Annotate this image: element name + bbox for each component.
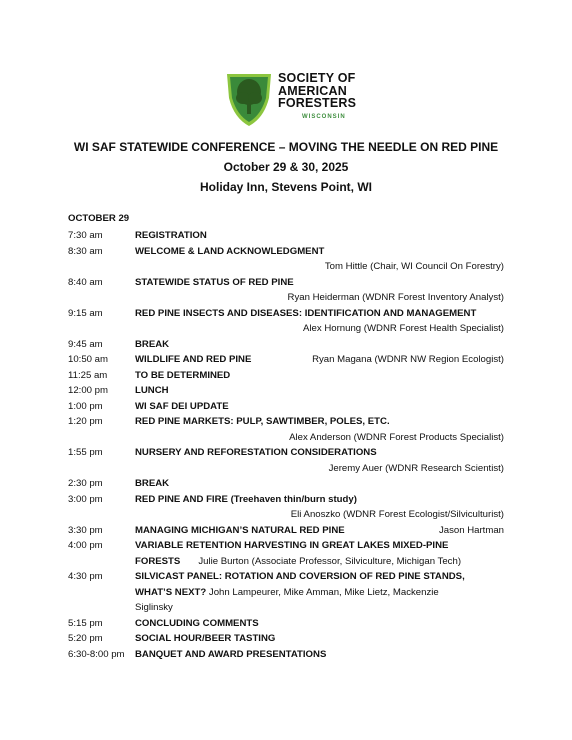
day-heading: OCTOBER 29 xyxy=(68,213,130,224)
session-title: WELCOME & LAND ACKNOWLEDGMENT xyxy=(135,245,325,257)
session-time: 5:20 pm xyxy=(68,633,103,644)
schedule-item xyxy=(68,523,504,539)
schedule-line xyxy=(68,337,504,353)
session-title-cont: FORESTS xyxy=(135,555,181,567)
schedule-item xyxy=(68,399,504,415)
session-title: RED PINE MARKETS: PULP, SAWTIMBER, POLES, ETC. xyxy=(135,416,390,427)
session-title-cont: WHAT’S NEXT? xyxy=(135,586,207,598)
schedule-line xyxy=(68,631,504,647)
tree-shield-icon xyxy=(224,68,274,128)
session-title: BREAK xyxy=(135,338,170,350)
session-speaker-cont: Siglinsky xyxy=(135,602,173,613)
schedule-line xyxy=(68,445,504,461)
session-title: REGISTRATION xyxy=(135,230,207,241)
session-speaker: Ryan Magana (WDNR NW Region Ecologist) xyxy=(312,354,504,365)
session-title: BANQUET AND AWARD PRESENTATIONS xyxy=(135,648,327,660)
schedule-item xyxy=(68,631,504,647)
schedule-line xyxy=(68,399,504,415)
session-title: RED PINE INSECTS AND DISEASES: IDENTIFICATION AND MANAGEMENT xyxy=(135,307,477,319)
schedule xyxy=(68,212,504,662)
schedule-item xyxy=(68,306,504,337)
session-time: 5:15 pm xyxy=(68,617,103,629)
schedule-line xyxy=(68,306,504,322)
schedule-item xyxy=(68,647,504,663)
session-time: 12:00 pm xyxy=(68,385,109,396)
session-time: 7:30 am xyxy=(68,230,103,241)
schedule-item xyxy=(68,275,504,306)
org-name-line: FORESTERS xyxy=(278,96,357,110)
org-name xyxy=(278,72,356,110)
schedule-line xyxy=(68,569,504,585)
session-speaker: Tom Hittle (Chair, WI Council On Forestry) xyxy=(324,261,504,272)
session-speaker: Jeremy Auer (WDNR Research Scientist) xyxy=(328,462,504,474)
schedule-item xyxy=(68,244,504,275)
session-title: WILDLIFE AND RED PINE xyxy=(135,354,252,365)
session-time: 8:40 am xyxy=(68,276,103,288)
schedule-item xyxy=(68,476,504,492)
schedule-item xyxy=(68,538,504,569)
session-time: 1:55 pm xyxy=(68,447,103,458)
schedule-line xyxy=(68,228,504,244)
session-time: 4:00 pm xyxy=(68,540,103,551)
schedule-line xyxy=(68,352,504,368)
schedule-item xyxy=(68,414,504,445)
schedule-line xyxy=(68,383,504,399)
session-speaker: Jason Hartman xyxy=(438,524,504,536)
org-sub: WISCONSIN xyxy=(302,114,346,120)
session-time: 2:30 pm xyxy=(68,478,103,489)
org-name-line: AMERICAN xyxy=(278,83,347,98)
session-time: 9:45 am xyxy=(68,338,103,350)
session-title: VARIABLE RETENTION HARVESTING IN GREAT LAKES MIXED-PINE xyxy=(135,540,449,551)
schedule-line xyxy=(68,368,504,384)
session-title: MANAGING MICHIGAN’S NATURAL RED PINE xyxy=(135,524,345,536)
session-speaker: John Lampeurer, Mike Amman, Mike Lietz, Mackenzie xyxy=(206,586,439,598)
session-speaker: Eli Anoszko (WDNR Forest Ecologist/Silviculturist) xyxy=(290,509,504,520)
session-title: BREAK xyxy=(135,478,170,489)
session-time: 4:30 pm xyxy=(68,571,103,582)
schedule-item xyxy=(68,383,504,399)
session-time: 6:30-8:00 pm xyxy=(68,648,125,660)
schedule-line xyxy=(68,244,504,260)
session-time: 8:30 am xyxy=(68,245,103,257)
session-time: 10:50 am xyxy=(68,354,109,365)
session-title: RED PINE AND FIRE (Treehaven thin/burn study) xyxy=(135,493,357,505)
schedule-item xyxy=(68,228,504,244)
session-continuation xyxy=(68,585,504,601)
schedule-item xyxy=(68,445,504,476)
saf-logo xyxy=(224,68,357,128)
session-time: 1:00 pm xyxy=(68,400,103,412)
schedule-item xyxy=(68,569,504,616)
session-title: SILVICAST PANEL: ROTATION AND COVERSION OF RED PINE STANDS, xyxy=(135,571,465,582)
session-speaker: Ryan Heiderman (WDNR Forest Inventory Analyst) xyxy=(287,292,504,303)
session-speaker: Julie Burton (Associate Professor, Silviculture, Michigan Tech) xyxy=(198,555,462,567)
session-time: 3:00 pm xyxy=(68,493,103,505)
schedule-line xyxy=(68,647,504,663)
session-time: 9:15 am xyxy=(68,307,103,319)
schedule-item xyxy=(68,492,504,523)
conference-title: WI SAF STATEWIDE CONFERENCE – MOVING THE NEEDLE ON RED PINE xyxy=(73,140,499,154)
session-title: SOCIAL HOUR/BEER TASTING xyxy=(135,633,276,644)
schedule-line xyxy=(68,523,504,539)
session-time: 11:25 am xyxy=(68,369,108,381)
session-speaker: Alex Anderson (WDNR Forest Products Specialist) xyxy=(289,431,504,443)
session-continuation xyxy=(68,554,504,570)
schedule-line xyxy=(68,492,504,508)
conference-dates: October 29 & 30, 2025 xyxy=(223,160,349,174)
schedule-item xyxy=(68,368,504,384)
session-title: NURSERY AND REFORESTATION CONSIDERATIONS xyxy=(135,447,377,458)
session-title: TO BE DETERMINED xyxy=(135,369,231,381)
session-title: STATEWIDE STATUS OF RED PINE xyxy=(135,276,294,288)
schedule-item xyxy=(68,352,504,368)
schedule-item xyxy=(68,337,504,353)
session-title: WI SAF DEI UPDATE xyxy=(135,400,229,412)
schedule-item xyxy=(68,616,504,632)
schedule-line xyxy=(68,414,504,430)
session-speaker: Alex Hornung (WDNR Forest Health Specialist) xyxy=(302,323,504,334)
org-name-line: SOCIETY OF xyxy=(278,71,356,85)
conference-venue: Holiday Inn, Stevens Point, WI xyxy=(199,180,373,194)
session-title: LUNCH xyxy=(135,385,169,396)
session-title: CONCLUDING COMMENTS xyxy=(135,617,259,629)
schedule-line xyxy=(68,476,504,492)
session-time: 1:20 pm xyxy=(68,416,103,427)
schedule-line xyxy=(68,275,504,291)
schedule-line xyxy=(68,538,504,554)
session-time: 3:30 pm xyxy=(68,524,103,536)
schedule-line xyxy=(68,616,504,632)
